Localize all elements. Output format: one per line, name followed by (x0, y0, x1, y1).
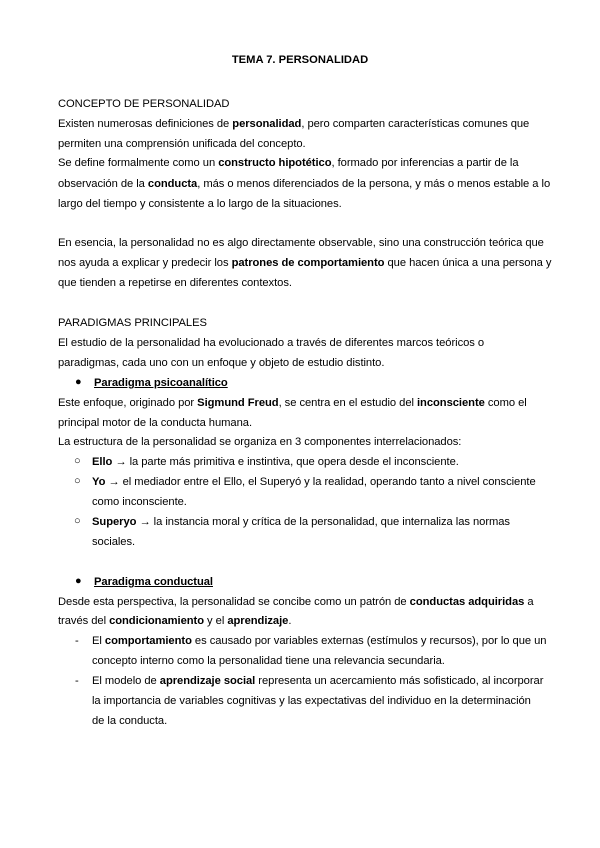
paragraph-line: través del condicionamiento y el aprendizaje. (58, 615, 292, 627)
paragraph-line: principal motor de la conducta humana. (58, 417, 252, 429)
paragraph-line: La estructura de la personalidad se organiza en 3 componentes interrelacionados: (58, 436, 462, 448)
list-item-ello: Ello → la parte más primitiva e instintiva, que opera desde el inconsciente. (92, 456, 459, 468)
paragraph-line: largo del tiempo y consistente a lo largo de la situaciones. (58, 198, 342, 210)
paragraph-line: nos ayuda a explicar y predecir los patrones de comportamiento que hacen única a una persona y (58, 257, 552, 269)
paragraph-line: Se define formalmente como un constructo hipotético, formado por inferencias a partir de la (58, 157, 519, 169)
paragraph-line: Este enfoque, originado por Sigmund Freud, se centra en el estudio del inconsciente como el (58, 397, 527, 409)
paragraph-line: observación de la conducta, más o menos diferenciados de la persona, y más o menos estable a lo (58, 178, 551, 190)
page-title: TEMA 7. PERSONALIDAD (231, 54, 369, 66)
list-item-superyo: Superyo → la instancia moral y crítica de la personalidad, que internaliza las normas (92, 516, 510, 528)
list-item-comportamiento: El comportamiento es causado por variables externas (estímulos y recursos), por lo que un (92, 635, 547, 647)
paragraph-line: El estudio de la personalidad ha evolucionado a través de diferentes marcos teóricos o (58, 337, 485, 349)
list-item-aprendizaje-social-cont: la importancia de variables cognitivas y las expectativas del individuo en la determinación (92, 695, 531, 707)
paragraph-line: que tienden a repetirse en diferentes contextos. (58, 277, 292, 289)
paragraph-line: En esencia, la personalidad no es algo directamente observable, sino una construcción teórica que (58, 237, 544, 249)
list-item-aprendizaje-social-cont: de la conducta. (92, 715, 168, 727)
circle-bullet-icon: ○ (74, 475, 81, 487)
dash-bullet: - (75, 635, 79, 647)
list-item-aprendizaje-social: El modelo de aprendizaje social representa un acercamiento más sofisticado, al incorporar (92, 675, 544, 687)
subheading-psicoanalitico: Paradigma psicoanalítico (94, 377, 228, 389)
section-heading-paradigmas: PARADIGMAS PRINCIPALES (58, 317, 207, 329)
paragraph-line: paradigmas, cada uno con un enfoque y objeto de estudio distinto. (58, 357, 385, 369)
circle-bullet-icon: ○ (74, 515, 81, 527)
paragraph-line: Desde esta perspectiva, la personalidad se concibe como un patrón de conductas adquiridas a (58, 596, 534, 608)
list-item-yo: Yo → el mediador entre el Ello, el Superyó y la realidad, operando tanto a nivel consciente (92, 476, 536, 488)
bullet-icon: ● (75, 376, 82, 388)
list-item-yo-cont: como inconsciente. (92, 496, 187, 508)
subheading-conductual: Paradigma conductual (94, 576, 213, 588)
circle-bullet-icon: ○ (74, 455, 81, 467)
paragraph-line: Existen numerosas definiciones de personalidad, pero comparten características comunes que (58, 118, 530, 130)
list-item-superyo-cont: sociales. (92, 536, 136, 548)
list-item-comportamiento-cont: concepto interno como la personalidad tiene una relevancia secundaria. (92, 655, 445, 667)
bullet-icon: ● (75, 575, 82, 587)
dash-bullet: - (75, 675, 79, 687)
section-heading-concepto: CONCEPTO DE PERSONALIDAD (58, 98, 230, 110)
paragraph-line: permiten una comprensión unificada del concepto. (58, 138, 306, 150)
